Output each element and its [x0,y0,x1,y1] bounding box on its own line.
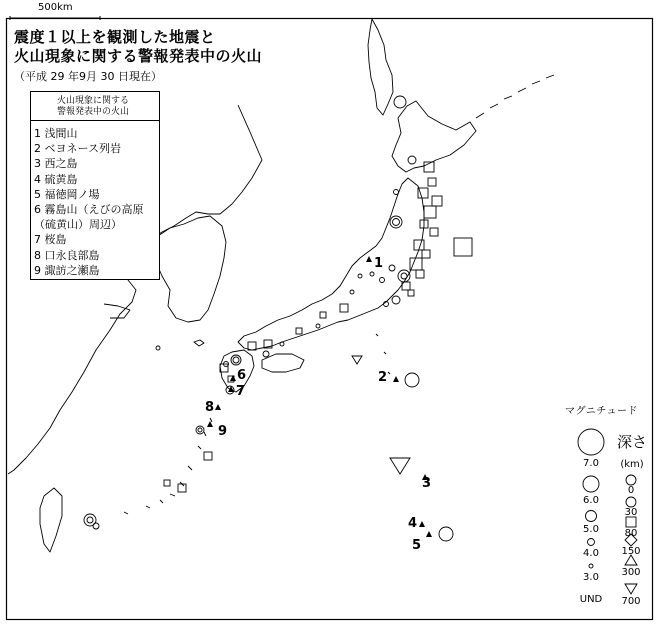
quake-circle [93,523,99,529]
volcano-triangle-8 [215,404,221,410]
depth-label: 700 [621,596,641,607]
depth-0-symbol [626,475,636,485]
taiwan [40,488,62,552]
quake-square [164,480,170,486]
quake-circle [398,270,410,282]
volcano-legend [30,91,160,280]
quake-circle [401,273,407,279]
volcano-label-6: 6 [237,368,247,383]
quake-square [204,452,212,460]
volcano-triangle-4 [419,521,425,527]
quake-circle [198,428,202,432]
quake-circle [439,527,453,541]
quake-circle [394,190,399,195]
quake-circle [392,296,400,304]
volcano-triangle-5 [426,531,432,537]
quake-circle [84,514,96,526]
ryukyu-islands [124,418,212,514]
magnitude-6-circle [583,476,599,492]
map-date: （平成 29 年9月 30 日現在） [14,70,162,83]
depth-label: 80 [624,528,638,539]
volcano-label-3: 3 [422,476,432,491]
volcano-label-1: 1 [374,256,384,271]
quake-circle [394,96,406,108]
depth-title: 深さ [617,433,648,451]
legend-item: 3 西之島 [34,157,78,171]
magnitude-label: 6.0 [583,495,599,506]
volcano-label-7: 7 [236,384,246,399]
map-title-line2: 火山現象に関する警報発表中の火山 [14,47,263,65]
quake-square [416,270,424,278]
legend-item: （硫黄山）周辺） [34,218,122,232]
legend-item: 2 ベヨネース列岩 [34,142,121,156]
magnitude-5-circle [586,511,597,522]
quake-circle [389,265,395,271]
magnitude-label: 3.0 [583,572,599,583]
honshu [238,178,424,350]
legend-item: 7 桜島 [34,233,67,247]
quake-circle [316,324,320,328]
shandong-peninsula [104,304,130,318]
kuril-islands [476,75,554,118]
depth-label: 300 [621,567,641,578]
magnitude-3-circle [589,564,593,568]
izu-islets [376,334,390,374]
legend-divider [31,120,159,121]
volcano-triangle-1 [366,256,372,262]
sakhalin [368,19,393,115]
quake-circle [196,426,204,434]
hokkaido [392,101,476,172]
magnitude-label: 4.0 [583,548,599,559]
legend-list [34,126,144,278]
quake-square [424,206,436,218]
quake-deep-triangle [352,356,362,364]
legend-item: 5 福徳岡ノ場 [34,187,100,201]
und-label: UND [579,594,603,605]
magnitude-label: 7.0 [583,458,599,469]
volcano-label-9: 9 [218,424,228,439]
volcano-label-4: 4 [408,516,418,531]
quake-deep-triangle [390,458,410,474]
quake-square [430,228,438,236]
quake-circle [233,357,239,363]
map-title-line1: 震度１以上を観測した地震と [14,28,216,46]
legend-item: 1 浅間山 [34,127,78,140]
quake-circle [393,219,400,226]
scale-label: 500km [38,2,73,13]
depth-30-symbol [626,497,636,507]
legend-item: 4 硫黄島 [34,172,78,186]
quake-circle [87,517,93,523]
quake-circle [231,355,241,365]
magnitude-title: マグニチュード [565,406,638,417]
quake-circle [358,274,362,278]
volcano-label-8: 8 [205,400,215,415]
depth-label: 0 [627,485,635,496]
depth-label: 150 [621,546,641,557]
volcano-triangle-2 [393,376,399,382]
quake-square [340,304,348,312]
quake-circle [390,216,402,228]
magnitude-7-circle [578,429,604,455]
volcano-label-2: 2 [378,370,388,385]
quake-circle [370,272,374,276]
scale-bar [10,16,100,20]
quake-square [432,196,442,206]
magnitude-label: 5.0 [583,524,599,535]
shikoku [262,354,304,372]
quake-circle [380,278,385,283]
legend-item: 8 口永良部島 [34,248,100,262]
quake-square [248,342,256,350]
legend-item: 9 諏訪之瀬島 [34,263,100,277]
quake-square [320,312,326,318]
quake-circle [408,156,416,164]
jeju [194,340,204,346]
quake-circle [350,290,354,294]
quake-square [296,328,302,334]
depth-700-symbol [625,584,637,594]
quake-circle [156,346,160,350]
quake-square [454,238,472,256]
quake-square [178,484,186,492]
volcano-label-5: 5 [412,538,422,553]
quake-circle [280,342,284,346]
magnitude-4-circle [588,539,595,546]
depth-80-symbol [626,517,636,527]
quake-circle [263,351,269,357]
quake-square [422,250,430,258]
legend-item: 6 霧島山（えびの高原 [34,203,144,217]
quake-circle [405,373,419,387]
quake-square [428,178,436,186]
depth-label: 30 [624,507,638,518]
legend-header: 火山現象に関する 警報発表中の火山 [57,96,130,117]
quake-square [408,290,414,296]
depth-unit: (km) [620,459,644,470]
